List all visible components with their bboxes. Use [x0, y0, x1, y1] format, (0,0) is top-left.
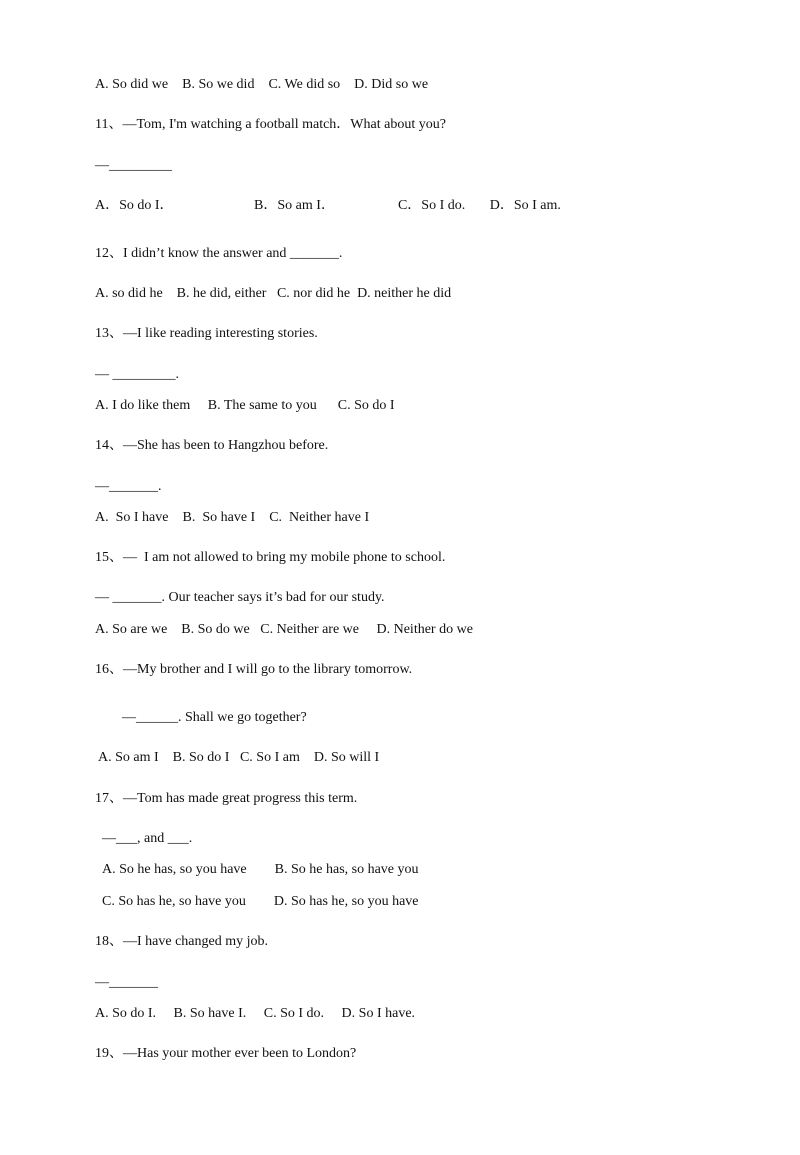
- options-line-11: A．So do I． B．So am I． C．So I do. D．So I am.: [95, 198, 561, 213]
- answer-blank-13: — _________.: [95, 367, 179, 382]
- question-19: 19、—Has your mother ever been to London?: [95, 1046, 357, 1061]
- question-13: 13、—I like reading interesting stories.: [95, 326, 318, 341]
- options-line-17a: A. So he has, so you have B. So he has, so have you: [102, 862, 419, 877]
- question-14: 14、—She has been to Hangzhou before.: [95, 438, 329, 453]
- question-12: 12、I didn’t know the answer and _______.: [95, 246, 343, 261]
- options-line-17b: C. So has he, so have you D. So has he, so you have: [102, 894, 419, 909]
- answer-blank-17: —___, and ___.: [102, 831, 193, 846]
- answer-blank-18: —_______: [95, 975, 158, 990]
- question-18: 18、—I have changed my job.: [95, 934, 269, 949]
- answer-line-16: —______. Shall we go together?: [122, 710, 307, 725]
- options-line-16: A. So am I B. So do I C. So I am D. So will I: [98, 750, 380, 765]
- answer-blank-14: —_______.: [95, 479, 162, 494]
- question-16: 16、—My brother and I will go to the library tomorrow.: [95, 662, 413, 677]
- answer-line-15: — _______. Our teacher says it’s bad for our study.: [95, 590, 385, 605]
- options-line-13: A. I do like them B. The same to you C. So do I: [95, 398, 395, 413]
- question-17: 17、—Tom has made great progress this term.: [95, 791, 358, 806]
- options-line-12: A. so did he B. he did, either C. nor did he D. neither he did: [95, 286, 452, 301]
- options-line-15: A. So are we B. So do we C. Neither are we D. Neither do we: [95, 622, 473, 637]
- options-line-18: A. So do I. B. So have I. C. So I do. D. So I have.: [95, 1006, 416, 1021]
- question-15: 15、— I am not allowed to bring my mobile phone to school.: [95, 550, 446, 565]
- question-11: 11、—Tom, I'm watching a football match．What about you?: [95, 117, 446, 132]
- options-line-14: A. So I have B. So have I C. Neither have I: [95, 510, 370, 525]
- answer-blank-11: —_________: [95, 158, 172, 173]
- options-line-10: A. So did we B. So we did C. We did so D. Did so we: [95, 77, 429, 92]
